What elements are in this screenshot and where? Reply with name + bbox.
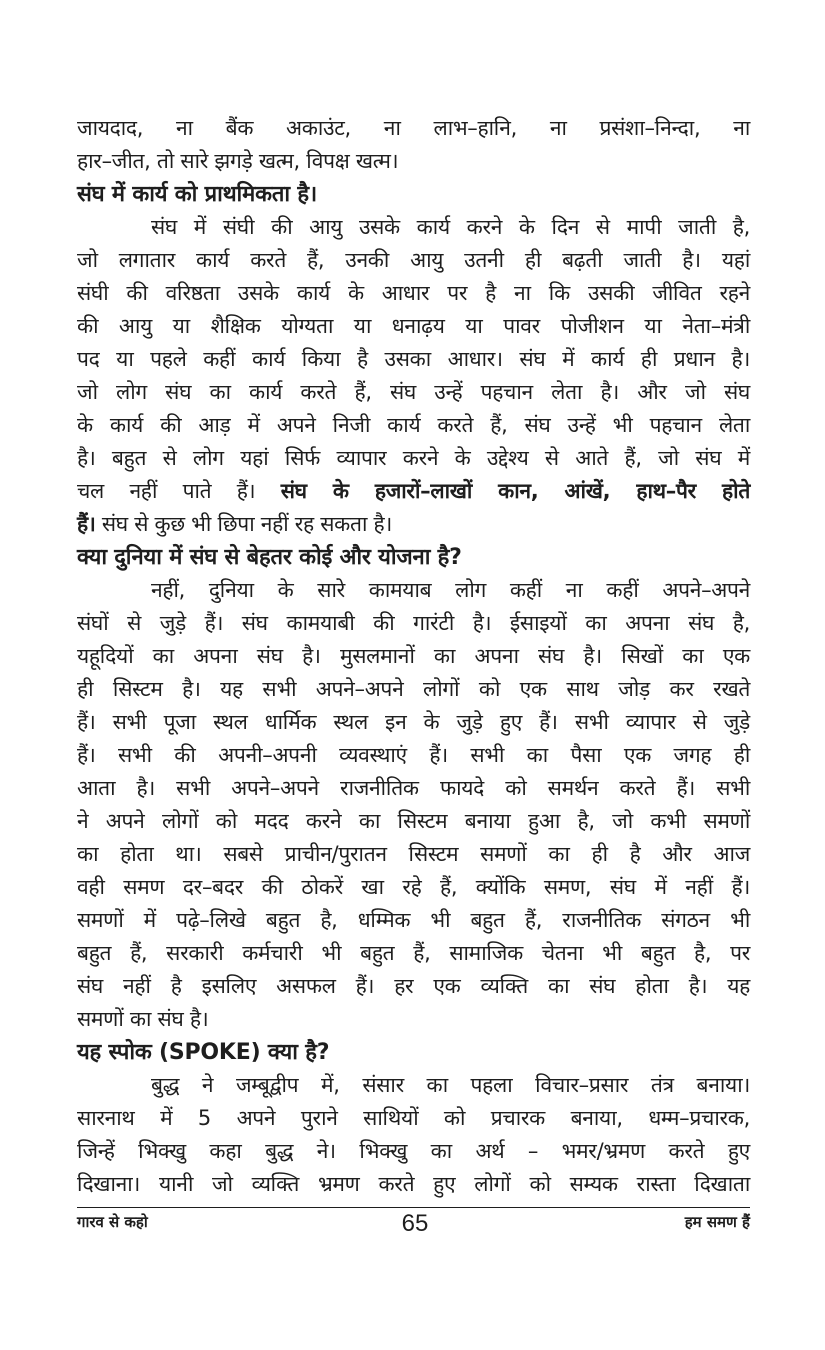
text-line-mixed — [77, 508, 750, 541]
text-line: आता है। सभी अपने–अपने राजनीतिक फायदे को समर्थन करते हैं। सभी — [77, 776, 750, 800]
text-line: संघों से जुड़े हैं। संघ कामयाबी की गारंटी है। ईसाइयों का अपना संघ है, — [77, 611, 750, 635]
text-line: जिन्हें भिक्खु कहा बुद्ध ने। भिक्खु का अर्थ – भमर/भ्रमण करते हुए — [77, 1139, 750, 1163]
text-line: हैं। सभी पूजा स्थल धार्मिक स्थल इन के जुड़े हुए हैं। सभी व्यापार से जुड़े — [77, 710, 750, 734]
text-line: की आयु या शैक्षिक योग्यता या धनाढ़य या पावर पोजीशन या नेता–मंत्री — [77, 314, 750, 338]
text-line: वही समण दर–बदर की ठोकरें खा रहे हैं, क्योंकि समण, संघ में नहीं हैं। — [77, 875, 750, 899]
paragraph-first-line: बुद्ध ने जम्बूद्वीप में, संसार का पहला विचार–प्रसार तंत्र बनाया। — [151, 1073, 750, 1097]
text-line-mixed — [77, 475, 750, 508]
text-line: दिखाना। यानी जो व्यक्ति भ्रमण करते हुए लोगों को सम्यक रास्ता दिखाता — [77, 1172, 750, 1196]
text-line: है। बहुत से लोग यहां सिर्फ व्यापार करने के उद्देश्य से आते हैं, जो संघ में — [77, 446, 750, 470]
text-bold: हैं। — [77, 512, 96, 536]
text-line: ही सिस्टम है। यह सभी अपने–अपने लोगों को एक साथ जोड़ कर रखते — [77, 677, 750, 701]
text-line: बहुत हैं, सरकारी कर्मचारी भी बहुत हैं, सामाजिक चेतना भी बहुत है, पर — [77, 941, 750, 965]
text-line: संघ नहीं है इसलिए असफल हैं। हर एक व्यक्ति का संघ होता है। यह — [77, 974, 750, 998]
footer-book-title: गारव से कहो — [77, 1213, 148, 1231]
text-line: जो लगातार कार्य करते हैं, उनकी आयु उतनी ही बढ़ती जाती है। यहां — [77, 248, 750, 272]
text-line: संघी की वरिष्ठता उसके कार्य के आधार पर है ना कि उसकी जीवित रहने — [77, 281, 750, 305]
text-line: समणों का संघ है। — [77, 1007, 209, 1031]
text-line: समणों में पढ़े–लिखे बहुत है, धम्मिक भी बहुत हैं, राजनीतिक संगठन भी — [77, 908, 750, 932]
text-line: हार–जीत, तो सारे झगड़े खत्म, विपक्ष खत्म। — [77, 149, 399, 173]
text-line: जायदाद, ना बैंक अकाउंट, ना लाभ–हानि, ना प्रसंशा–निन्दा, ना — [77, 116, 750, 140]
text-line: हैं। सभी की अपनी–अपनी व्यवस्थाएं हैं। सभी का पैसा एक जगह ही — [77, 743, 750, 767]
text-line: का होता था। सबसे प्राचीन/पुरातन सिस्टम समणों का ही है और आज — [77, 842, 750, 866]
text-line: ने अपने लोगों को मदद करने का सिस्टम बनाया हुआ है, जो कभी समणों — [77, 809, 750, 833]
page-number: 65 — [401, 1210, 429, 1237]
section-heading: यह स्पोक (SPOKE) क्या है? — [77, 1040, 330, 1065]
text-bold: संघ के हजारों–लाखों कान, आंखें, हाथ–पैर होते — [280, 479, 750, 503]
footer-rule — [77, 1207, 750, 1208]
footer-section-title: हम समण हैं — [684, 1213, 750, 1231]
text-line: के कार्य की आड़ में अपने निजी कार्य करते हैं, संघ उन्हें भी पहचान लेता — [77, 413, 750, 437]
text-plain: चल नहीं पाते हैं। — [77, 479, 281, 503]
text-line: जो लोग संघ का कार्य करते हैं, संघ उन्हें पहचान लेता है। और जो संघ — [77, 380, 750, 404]
text-plain: संघ से कुछ भी छिपा नहीं रह सकता है। — [95, 512, 393, 536]
paragraph-first-line: संघ में संघी की आयु उसके कार्य करने के दिन से मापी जाती है, — [151, 215, 750, 239]
paragraph-first-line: नहीं, दुनिया के सारे कामयाब लोग कहीं ना कहीं अपने–अपने — [151, 578, 750, 602]
section-heading: संघ में कार्य को प्राथमिकता है। — [77, 182, 317, 207]
text-line: पद या पहले कहीं कार्य किया है उसका आधार। संघ में कार्य ही प्रधान है। — [77, 347, 750, 371]
text-line: यहूदियों का अपना संघ है। मुसलमानों का अपना संघ है। सिखों का एक — [77, 644, 750, 668]
section-heading: क्या दुनिया में संघ से बेहतर कोई और योजना है? — [77, 545, 462, 570]
text-line: सारनाथ में 5 अपने पुराने साथियों को प्रचारक बनाया, धम्म–प्रचारक, — [77, 1106, 750, 1130]
